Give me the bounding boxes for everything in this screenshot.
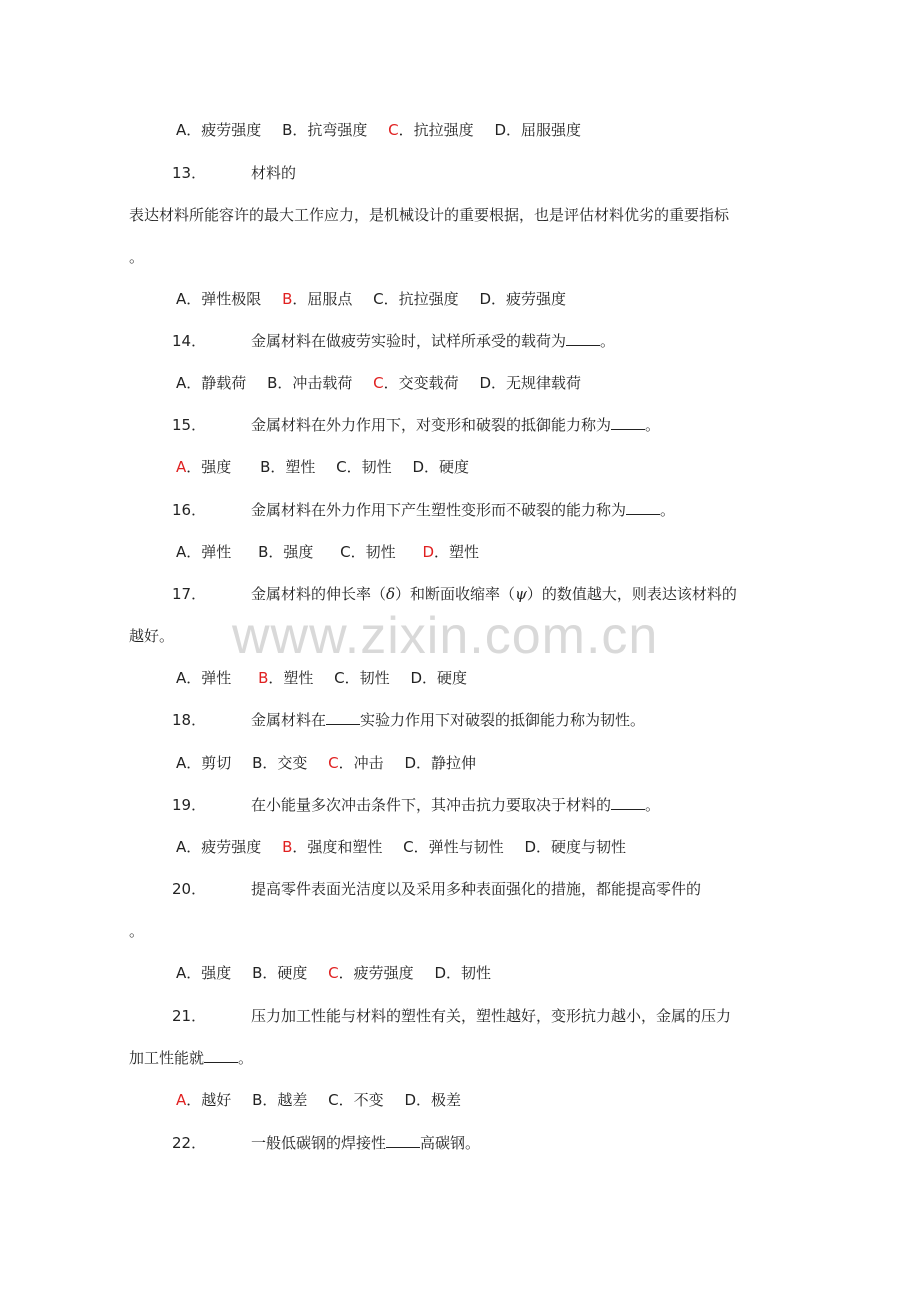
q15-blank bbox=[611, 415, 645, 430]
q16-option-d-answer: D．塑性 bbox=[422, 543, 480, 561]
q22-text-line: 一般低碳钢的焊接性 高碳钢。 bbox=[251, 1134, 481, 1152]
q19-blank bbox=[611, 795, 645, 810]
q14-text-line: 金属材料在做疲劳实验时，试样所承受的载荷为 。 bbox=[251, 332, 616, 350]
delta-symbol: δ bbox=[386, 585, 396, 603]
q12-options bbox=[176, 120, 597, 140]
q21-option-b: B．越差 bbox=[252, 1091, 308, 1109]
q12-option-b: B．抗弯强度 bbox=[282, 121, 368, 139]
q18-option-b: B．交变 bbox=[252, 754, 308, 772]
q13-text-end: 。 bbox=[129, 248, 145, 266]
q13-text-continued: 表达材料所能容许的最大工作应力，是机械设计的重要根据，也是评估材料优劣的重要指标 bbox=[129, 206, 730, 224]
q20-option-a: A．强度 bbox=[176, 964, 232, 982]
q18-option-c-answer: C．冲击 bbox=[328, 754, 384, 772]
psi-symbol: ψ bbox=[515, 585, 527, 603]
q13-option-a: A．弹性极限 bbox=[176, 290, 262, 308]
q17-text-line: 金属材料的伸长率（δ）和断面收缩率（ψ）的数值越大，则表达该材料的 bbox=[251, 585, 737, 603]
q17-options bbox=[176, 668, 483, 688]
q15-option-d: D．硬度 bbox=[412, 458, 470, 476]
q17-option-b-answer: B．塑性 bbox=[258, 669, 314, 687]
q19-option-b-answer: B．强度和塑性 bbox=[282, 838, 383, 856]
q17-option-d: D．硬度 bbox=[410, 669, 468, 687]
q20-option-d: D．韧性 bbox=[434, 964, 492, 982]
q16-option-b: B．强度 bbox=[258, 543, 314, 561]
q13-number: 13． bbox=[172, 164, 207, 182]
q20-options bbox=[176, 963, 507, 983]
q13-option-d: D．疲劳强度 bbox=[479, 290, 567, 308]
q19-number: 19． bbox=[172, 796, 207, 814]
q20-option-c-answer: C．疲劳强度 bbox=[328, 964, 414, 982]
q18-options bbox=[176, 753, 492, 773]
q12-option-a: A．疲劳强度 bbox=[176, 121, 262, 139]
q19-option-d: D．硬度与韧性 bbox=[524, 838, 627, 856]
q14-option-a: A．静载荷 bbox=[176, 374, 247, 392]
q21-blank bbox=[204, 1048, 238, 1063]
watermark: www.zixin.com.cn bbox=[232, 607, 659, 665]
q16-blank bbox=[626, 500, 660, 515]
q14-number: 14． bbox=[172, 332, 207, 350]
q15-number: 15． bbox=[172, 416, 207, 434]
q21-text: 压力加工性能与材料的塑性有关，塑性越好，变形抗力越小，金属的压力 bbox=[251, 1007, 732, 1025]
q19-option-a: A．疲劳强度 bbox=[176, 838, 262, 856]
q19-text-line: 在小能量多次冲击条件下，其冲击抗力要取决于材料的 。 bbox=[251, 796, 661, 814]
q18-option-d: D．静拉伸 bbox=[404, 754, 477, 772]
q21-option-d: D．极差 bbox=[404, 1091, 462, 1109]
q22-blank bbox=[386, 1133, 420, 1148]
q16-options bbox=[176, 542, 495, 562]
q13-option-c: C．抗拉强度 bbox=[373, 290, 459, 308]
q16-text-line: 金属材料在外力作用下产生塑性变形而不破裂的能力称为 。 bbox=[251, 501, 676, 519]
q21-option-c: C．不变 bbox=[328, 1091, 384, 1109]
q13-text: 材料的 bbox=[251, 164, 297, 182]
q12-option-d: D．屈服强度 bbox=[494, 121, 582, 139]
q15-text-line: 金属材料在外力作用下，对变形和破裂的抵御能力称为 。 bbox=[251, 416, 661, 434]
q17-option-a: A．弹性 bbox=[176, 669, 232, 687]
q19-option-c: C．弹性与韧性 bbox=[403, 838, 504, 856]
q15-option-b: B．塑性 bbox=[260, 458, 316, 476]
q17-text-continued: 越好。 bbox=[129, 627, 175, 645]
q15-options bbox=[176, 457, 485, 477]
q15-option-c: C．韧性 bbox=[336, 458, 392, 476]
q19-options bbox=[176, 837, 642, 857]
q20-text-end: 。 bbox=[129, 922, 145, 940]
q13-option-b-answer: B．屈服点 bbox=[282, 290, 353, 308]
q20-number: 20． bbox=[172, 880, 207, 898]
q17-option-c: C．韧性 bbox=[334, 669, 390, 687]
q14-options bbox=[176, 373, 597, 393]
q21-text-continued: 加工性能就 。 bbox=[129, 1049, 254, 1067]
q16-number: 16． bbox=[172, 501, 207, 519]
q14-option-c-answer: C．交变载荷 bbox=[373, 374, 459, 392]
q13-options bbox=[176, 289, 582, 309]
q21-number: 21． bbox=[172, 1007, 207, 1025]
q18-number: 18． bbox=[172, 711, 207, 729]
q18-blank bbox=[326, 710, 360, 725]
q22-number: 22． bbox=[172, 1134, 207, 1152]
q18-text-line: 金属材料在 实验力作用下对破裂的抵御能力称为韧性。 bbox=[251, 711, 646, 729]
q12-option-c-answer: C．抗拉强度 bbox=[388, 121, 474, 139]
q14-option-d: D．无规律载荷 bbox=[479, 374, 582, 392]
q20-option-b: B．硬度 bbox=[252, 964, 308, 982]
q18-option-a: A．剪切 bbox=[176, 754, 232, 772]
q21-options bbox=[176, 1090, 477, 1110]
q17-number: 17． bbox=[172, 585, 207, 603]
q15-option-a-answer: A．强度 bbox=[176, 458, 232, 476]
q14-option-b: B．冲击载荷 bbox=[267, 374, 353, 392]
q16-option-c: C．韧性 bbox=[340, 543, 396, 561]
q16-option-a: A．弹性 bbox=[176, 543, 232, 561]
q20-text: 提高零件表面光洁度以及采用多种表面强化的措施，都能提高零件的 bbox=[251, 880, 702, 898]
q14-blank bbox=[566, 331, 600, 346]
q21-option-a-answer: A．越好 bbox=[176, 1091, 232, 1109]
